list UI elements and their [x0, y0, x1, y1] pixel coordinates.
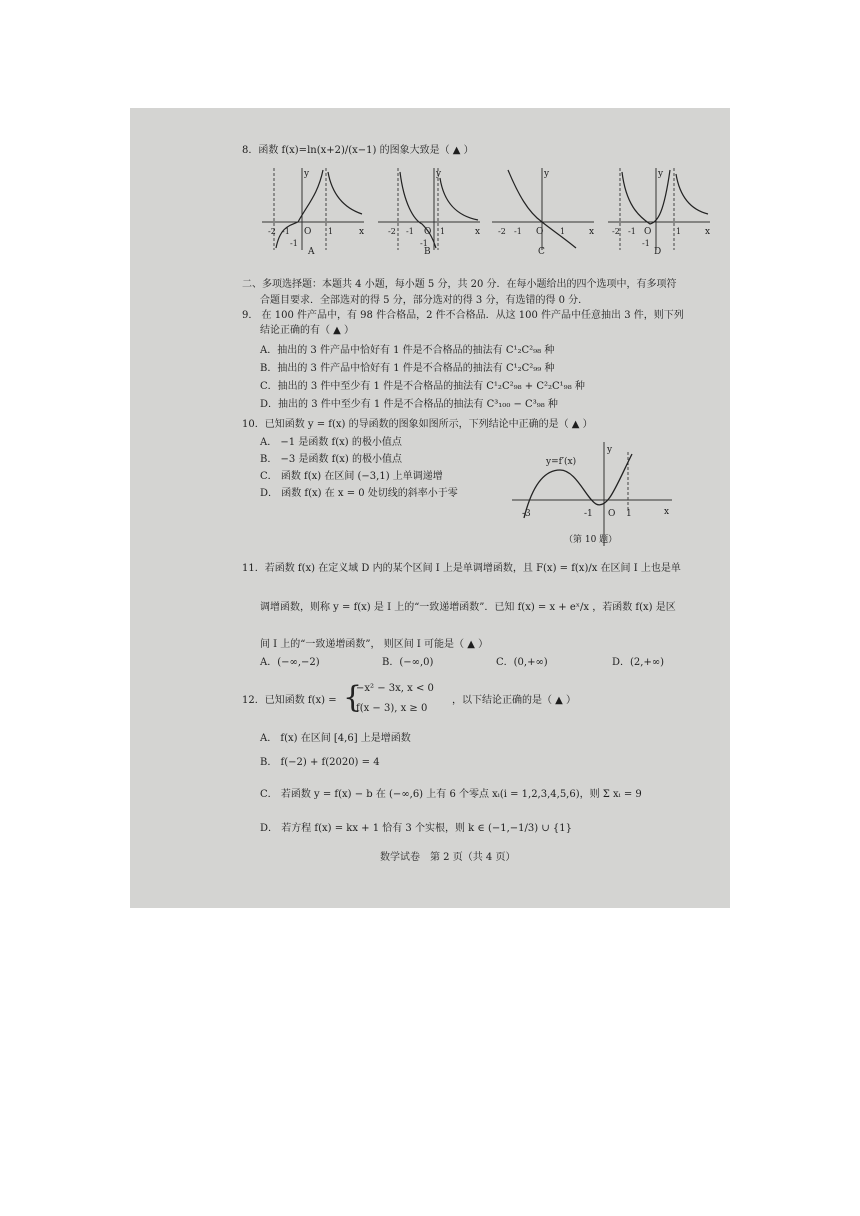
q10-tick-neg3: -3 — [522, 509, 531, 519]
q9-option-d: D．抽出的 3 件中至少有 1 件是不合格品的抽法有 C³₁₀₀ − C³₉₈ 种 — [260, 399, 558, 410]
q8-a-y-label: y — [304, 169, 310, 179]
q8-c-x-label: x — [589, 227, 595, 237]
page-footer: 数学试卷 第 2 页（共 4 页） — [380, 852, 516, 863]
q11-option-a: A．(−∞,−2) — [260, 657, 320, 668]
q12-option-d: D． 若方程 f(x) = kx + 1 恰有 3 个实根，则 k ∈ (−1,−1/3) ∪ {1} — [260, 823, 572, 834]
q8-option-c: C — [538, 247, 545, 254]
q8-graph-b — [374, 164, 486, 254]
q8-c-origin: O — [536, 227, 544, 237]
q10-tick-neg1: -1 — [584, 509, 593, 519]
q8-graph-d — [604, 164, 716, 254]
q10-option-d: D． 函数 f(x) 在 x = 0 处切线的斜率小于零 — [260, 488, 458, 499]
q10-y-axis-label: y — [607, 445, 613, 455]
q8-graph-c — [488, 164, 600, 254]
section2-line1: 二、多项选择题：本题共 4 小题，每小题 5 分，共 20 分．在每小题给出的四个选项中，有多项符 — [242, 279, 677, 290]
q8-d-origin: O — [644, 227, 652, 237]
q8-a-tick-1: 1 — [328, 227, 334, 236]
q12-option-a: A． f(x) 在区间 [4,6] 上是增函数 — [260, 733, 411, 744]
q12-piece-2: f(x − 3), x ≥ 0 — [356, 703, 428, 714]
q8-b-y-label: y — [436, 169, 442, 179]
q10-tick-origin: O — [608, 509, 616, 519]
q8-a-tick-y-neg1: -1 — [290, 239, 298, 248]
q8-a-tick-neg1: -1 — [282, 227, 290, 236]
q8-d-tick-y-neg1: -1 — [642, 239, 650, 248]
q9-option-a: A．抽出的 3 件产品中恰好有 1 件是不合格品的抽法有 C¹₂C²₉₈ 种 — [260, 345, 555, 356]
q12-stem-prefix: 12．已知函数 f(x) = — [242, 695, 337, 706]
q12-option-b: B． f(−2) + f(2020) = 4 — [260, 757, 380, 768]
q8-a-origin: O — [304, 227, 312, 237]
q10-derivative-graph — [508, 438, 678, 548]
q11-line2: 调增函数，则称 y = f(x) 是 I 上的“一致递增函数”．已知 f(x) = x + eˣ/x ，若函数 f(x) 是区 — [260, 602, 676, 613]
q8-c-tick-1: 1 — [560, 227, 566, 236]
q8-graph-a — [258, 164, 370, 254]
q10-caption: （第 10 题） — [564, 535, 618, 545]
q8-a-x-label: x — [359, 227, 365, 237]
q8-stem: 8．函数 f(x)=ln(x+2)/(x−1) 的图象大致是（ ▲ ） — [242, 145, 474, 156]
q8-b-tick-neg1: -1 — [406, 227, 414, 236]
q8-option-d: D — [654, 247, 662, 254]
q8-b-tick-1: 1 — [440, 227, 446, 236]
q10-stem: 10．已知函数 y = f(x) 的导函数的图象如图所示，下列结论中正确的是（ ▲ ） — [242, 419, 593, 430]
q8-b-x-label: x — [475, 227, 481, 237]
q8-option-b: B — [424, 247, 431, 254]
q10-option-a: A． −1 是函数 f(x) 的极小值点 — [260, 437, 402, 448]
q12-stem-suffix: ，以下结论正确的是（ ▲ ） — [452, 695, 577, 706]
q11-option-b: B．(−∞,0) — [382, 657, 434, 668]
q8-d-tick-1: 1 — [676, 227, 682, 236]
exam-page — [130, 108, 730, 908]
q11-option-c: C．(0,+∞) — [496, 657, 548, 668]
q8-c-tick-neg2: -2 — [498, 227, 506, 236]
q8-a-tick-neg2: -2 — [268, 227, 276, 236]
section2-line2: 合题目要求．全部选对的得 5 分，部分选对的得 3 分，有选错的得 0 分． — [260, 295, 589, 306]
q8-b-origin: O — [424, 227, 432, 237]
q10-tick-1: 1 — [626, 509, 632, 519]
q8-c-y-label: y — [544, 169, 550, 179]
q10-x-axis-label: x — [664, 507, 670, 517]
q11-option-d: D．(2,+∞) — [612, 657, 665, 668]
q8-d-tick-neg1: -1 — [628, 227, 636, 236]
q8-d-y-label: y — [658, 169, 664, 179]
q9-option-c: C．抽出的 3 件中至少有 1 件是不合格品的抽法有 C¹₂C²₉₈ + C²₂C¹₉₈ 种 — [260, 381, 585, 392]
q9-stem-1: 9． 在 100 件产品中，有 98 件合格品，2 件不合格品．从这 100 件产品中任意抽出 3 件，则下列 — [242, 310, 684, 321]
q12-brace: { — [343, 680, 363, 715]
q8-d-tick-neg2: -2 — [612, 227, 620, 236]
q8-option-a: A — [308, 247, 315, 254]
q8-b-tick-y-neg1: -1 — [420, 239, 428, 248]
q10-option-c: C． 函数 f(x) 在区间 (−3,1) 上单调递增 — [260, 471, 443, 482]
q12-option-c: C． 若函数 y = f(x) − b 在 (−∞,6) 上有 6 个零点 xᵢ(i = 1,2,3,4,5,6)，则 Σ xᵢ = 9 — [260, 789, 642, 800]
q11-line1: 11．若函数 f(x) 在定义域 D 内的某个区间 I 上是单调增函数，且 F(x) = f(x)/x 在区间 I 上也是单 — [242, 563, 681, 574]
q9-option-b: B．抽出的 3 件产品中恰好有 1 件是不合格品的抽法有 C¹₂C²₉₉ 种 — [260, 363, 555, 374]
q8-c-tick-neg1: -1 — [514, 227, 522, 236]
q9-stem-2: 结论正确的有（ ▲ ） — [260, 325, 355, 336]
q8-b-tick-neg2: -2 — [388, 227, 396, 236]
q11-line3: 间 I 上的“一致递增函数”， 则区间 I 可能是（ ▲ ） — [260, 639, 489, 650]
q10-option-b: B． −3 是函数 f(x) 的极小值点 — [260, 454, 402, 465]
q10-graph-label: y=f′(x) — [546, 457, 577, 467]
q12-piece-1: −x² − 3x, x < 0 — [356, 683, 434, 694]
q8-d-x-label: x — [705, 227, 711, 237]
